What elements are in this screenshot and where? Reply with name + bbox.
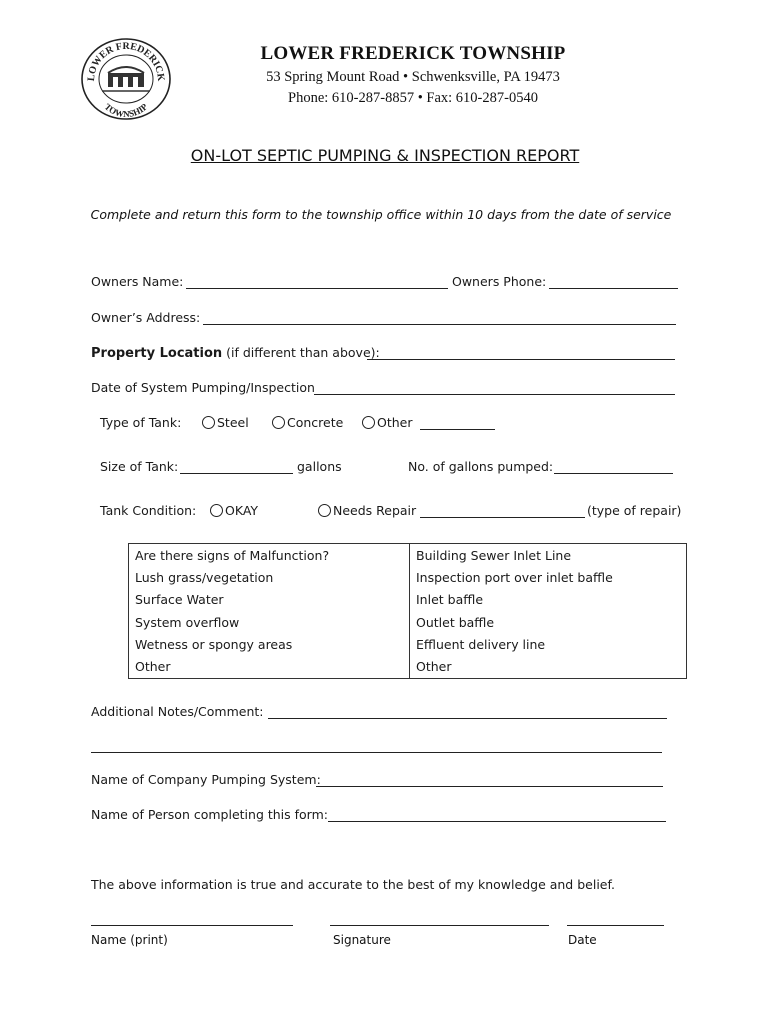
type-of-repair-label: (type of repair)	[587, 503, 682, 518]
concrete-radio[interactable]	[272, 416, 285, 429]
size-of-tank-field[interactable]	[180, 473, 293, 474]
tank-type-other[interactable]	[362, 415, 413, 430]
township-seal	[80, 37, 172, 121]
name-print-field[interactable]	[91, 925, 293, 926]
gallons-pumped-field[interactable]	[554, 473, 673, 474]
gallons-pumped-label: No. of gallons pumped:	[408, 459, 554, 474]
owners-phone-label: Owners Phone:	[452, 274, 547, 289]
township-name: LOWER FREDERICK TOWNSHIP	[260, 43, 566, 64]
notes-label: Additional Notes/Comment:	[91, 704, 264, 719]
company-field[interactable]	[316, 786, 663, 787]
steel-label: Steel	[217, 415, 249, 430]
table-row	[129, 566, 687, 588]
table-cell: Effluent delivery line	[410, 633, 687, 655]
size-of-tank-label: Size of Tank:	[100, 459, 179, 474]
table-row	[129, 544, 687, 567]
table-cell: System overflow	[129, 611, 410, 633]
concrete-label: Concrete	[287, 415, 344, 430]
table-cell: Building Sewer Inlet Line	[410, 544, 687, 567]
date-signed-label: Date	[568, 933, 597, 947]
township-contact: Phone: 610-287-8857 • Fax: 610-287-0540	[288, 90, 538, 106]
owners-phone-field[interactable]	[549, 288, 678, 289]
owners-address-label: Owner’s Address:	[91, 310, 201, 325]
notes-field-1[interactable]	[268, 718, 667, 719]
signature-label: Signature	[333, 933, 391, 947]
repair-type-field[interactable]	[420, 517, 585, 518]
okay-label: OKAY	[225, 503, 259, 518]
tank-type-other-field[interactable]	[420, 429, 495, 430]
person-label: Name of Person completing this form:	[91, 807, 328, 822]
form-instruction: Complete and return this form to the township office within 10 days from the date of service	[90, 207, 672, 222]
table-cell: Inlet baffle	[410, 589, 687, 611]
table-row	[129, 633, 687, 655]
form-title: ON-LOT SEPTIC PUMPING & INSPECTION REPORT	[190, 146, 580, 165]
table-cell: Lush grass/vegetation	[129, 566, 410, 588]
seal-text-top: LOWER FREDERICK	[85, 40, 167, 82]
owners-name-field[interactable]	[186, 288, 448, 289]
table-cell: Outlet baffle	[410, 611, 687, 633]
date-label: Date of System Pumping/Inspection	[91, 380, 315, 395]
gallons-label: gallons	[297, 459, 342, 474]
table-cell: Wetness or spongy areas	[129, 633, 410, 655]
property-location-note: (if different than above):	[222, 345, 380, 360]
condition-needs-repair[interactable]	[318, 503, 416, 518]
tank-condition-label: Tank Condition:	[100, 503, 197, 518]
person-field[interactable]	[328, 821, 666, 822]
needs-repair-radio[interactable]	[318, 504, 331, 517]
type-of-tank-label: Type of Tank:	[100, 415, 182, 430]
malfunction-table	[128, 543, 687, 679]
notes-field-2[interactable]	[91, 752, 662, 753]
name-print-label: Name (print)	[91, 933, 168, 947]
table-row	[129, 655, 687, 678]
owners-address-field[interactable]	[203, 324, 676, 325]
signature-field[interactable]	[330, 925, 549, 926]
condition-okay[interactable]	[210, 503, 258, 518]
table-cell: Inspection port over inlet baffle	[410, 566, 687, 588]
other-radio[interactable]	[362, 416, 375, 429]
property-location-label	[91, 345, 380, 361]
property-location-bold: Property Location	[91, 346, 223, 361]
table-row	[129, 611, 687, 633]
table-cell: Other	[129, 655, 410, 678]
certification-text: The above information is true and accurate to the best of my knowledge and belief.	[91, 877, 615, 892]
property-location-field[interactable]	[367, 359, 675, 360]
company-label: Name of Company Pumping System:	[91, 772, 321, 787]
seal-text-bottom: TOWNSHIP	[102, 101, 150, 120]
owners-name-label: Owners Name:	[91, 274, 184, 289]
okay-radio[interactable]	[210, 504, 223, 517]
table-cell: Surface Water	[129, 589, 410, 611]
needs-repair-label: Needs Repair	[333, 503, 417, 518]
table-cell: Are there signs of Malfunction?	[129, 544, 410, 567]
tank-type-steel[interactable]	[202, 415, 249, 430]
other-label: Other	[377, 415, 413, 430]
tank-type-concrete[interactable]	[272, 415, 343, 430]
date-field[interactable]	[314, 394, 675, 395]
township-address: 53 Spring Mount Road • Schwenksville, PA 19473	[266, 69, 560, 85]
table-cell: Other	[410, 655, 687, 678]
steel-radio[interactable]	[202, 416, 215, 429]
table-row	[129, 589, 687, 611]
date-signed-field[interactable]	[567, 925, 664, 926]
